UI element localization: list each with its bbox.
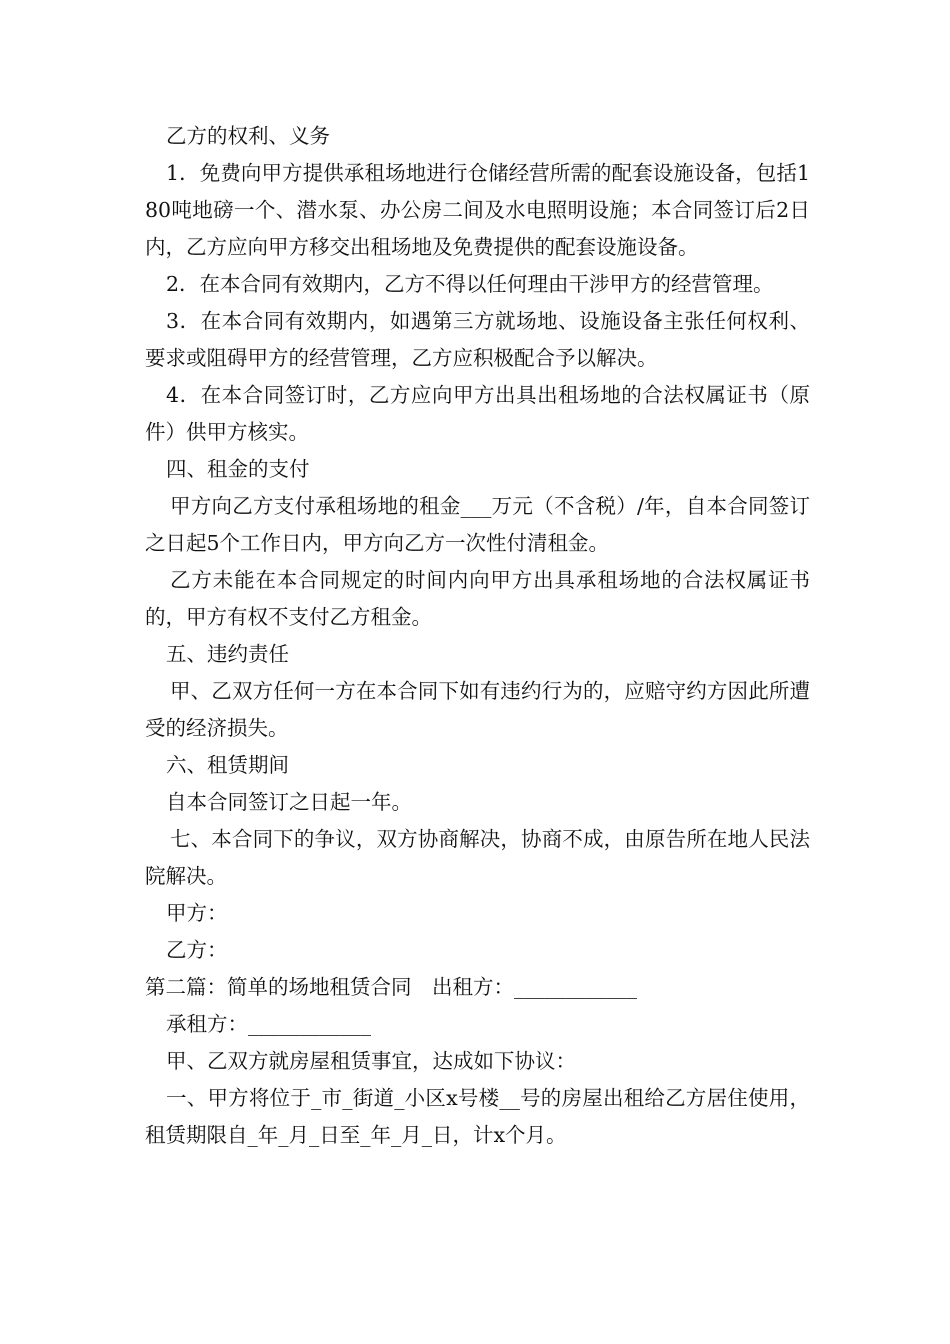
paragraph-rent-amount: 甲方向乙方支付承租场地的租金___万元（不含税）/年，自本合同签订之日起5个工作日内，甲方向乙方一次性付清租金。 [145,494,810,555]
section-heading-rent-payment: 四、租金的支付 [166,457,310,481]
signature-party-b: 乙方： [166,938,228,962]
paragraph-item-2: 2．在本合同有效期内，乙方不得以任何理由干涉甲方的经营管理。 [166,272,774,296]
section-heading-liability: 五、违约责任 [166,642,289,666]
section-heading-lease-period: 六、租赁期间 [166,753,289,777]
paragraph-item-1: 1．免费向甲方提供承租场地进行仓储经营所需的配套设施设备，包括180吨地磅一个、潜水泵、办公房二间及水电照明设施；本合同签订后2日内，乙方应向甲方移交出租场地及免费提供的配套设施设备。 [145,161,810,259]
second-contract-title: 第二篇：简单的场地租赁合同 出租方：____________ [145,975,637,999]
paragraph-rent-withhold: 乙方未能在本合同规定的时间内向甲方出具承租场地的合法权属证书的，甲方有权不支付乙方租金。 [145,568,810,629]
signature-party-a: 甲方： [166,901,228,925]
paragraph-liability: 甲、乙双方任何一方在本合同下如有违约行为的，应赔守约方因此所遭受的经济损失。 [145,679,810,740]
paragraph-rights-heading: 乙方的权利、义务 [166,124,330,148]
paragraph-lease-period: 自本合同签订之日起一年。 [166,790,412,814]
lessee-line: 承租方：____________ [166,1012,371,1036]
clause-one: 一、甲方将位于_市_街道_小区x号楼__号的房屋出租给乙方居住使用，租赁期限自_年_月_日至_年_月_日，计x个月。 [145,1086,810,1147]
agreement-intro: 甲、乙双方就房屋租赁事宜，达成如下协议： [166,1049,576,1073]
paragraph-disputes: 七、本合同下的争议，双方协商解决，协商不成，由原告所在地人民法院解决。 [145,827,810,888]
paragraph-item-4: 4．在本合同签订时，乙方应向甲方出具出租场地的合法权属证书（原件）供甲方核实。 [145,383,810,444]
paragraph-item-3: 3．在本合同有效期内，如遇第三方就场地、设施设备主张任何权利、要求或阻碍甲方的经营管理，乙方应积极配合予以解决。 [145,309,810,370]
document-body [145,118,810,1154]
